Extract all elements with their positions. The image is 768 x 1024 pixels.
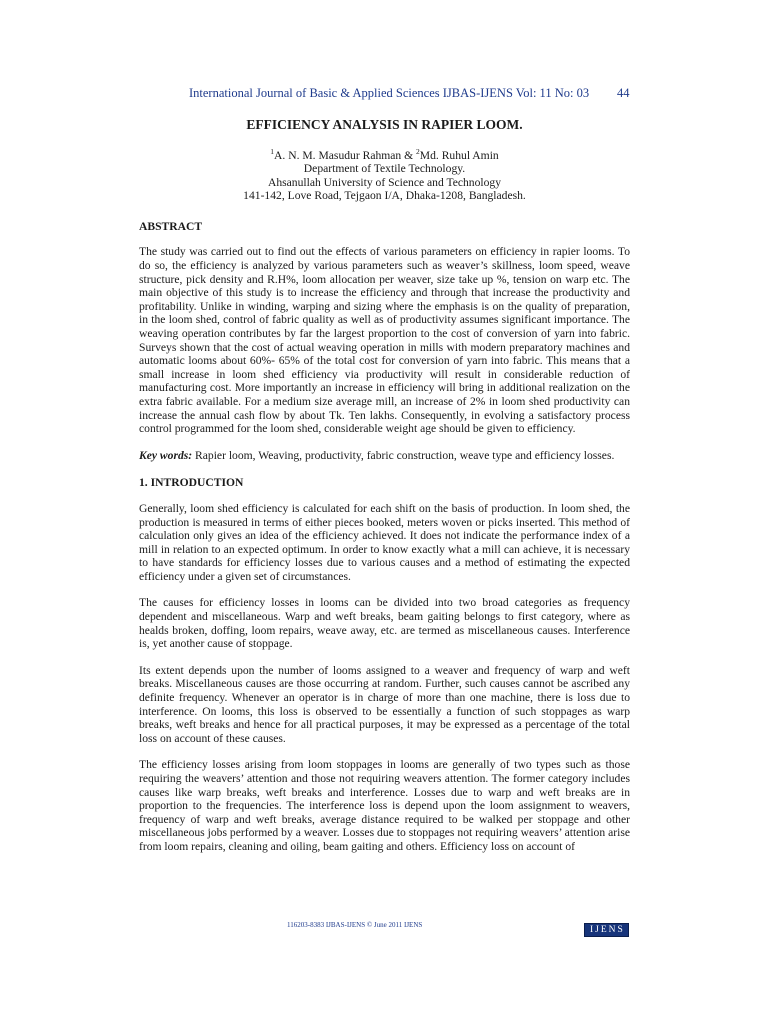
affiliation-address: 141-142, Love Road, Tejgaon I/A, Dhaka-1208, Bangladesh. xyxy=(243,189,526,203)
intro-paragraph-4: The efficiency losses arising from loom stoppages in looms are generally of two types such as those requiring the weavers’ attention and those not requiring weavers attention. The former category includes causes like warp breaks, weft breaks and interference. Losses due to warp and weft breaks are in proportion to the frequencies. The interference loss is depend upon the loom assignment to weavers, frequency of warp and weft breaks, average distance required to be walked per stoppage and other miscellaneous jobs performed by a weaver. Losses due to stoppages not requiring weavers’ attention arise from loom repairs, cleaning and oiling, beam gaiting and others. Efficiency loss on account of xyxy=(139,758,630,853)
introduction-heading: 1. INTRODUCTION xyxy=(139,476,244,490)
article-body xyxy=(139,118,630,867)
author-line xyxy=(139,145,630,162)
affiliation-department: Department of Textile Technology. xyxy=(303,162,466,176)
author-name-2: Md. Ruhul Amin xyxy=(419,148,499,162)
author-superscript-1: 1 xyxy=(270,146,275,156)
ijens-logo: IJENS xyxy=(584,923,629,937)
page-number: 44 xyxy=(617,86,630,100)
footer-copyright: 116203-8383 IJBAS-IJENS © June 2011 IJENS xyxy=(287,921,423,929)
paper-title: EFFICIENCY ANALYSIS IN RAPIER LOOM. xyxy=(246,117,523,132)
intro-paragraph-1: Generally, loom shed efficiency is calculated for each shift on the basis of production. In loom shed, the production is measured in terms of either pieces booked, meters woven or picks inserted. This method of calculation only gives an idea of the efficiency achieved. It does not indicate the performance index of a mill in relation to an expected optimum. In order to know exactly what a mill can achieve, it is necessary to have standards for efficiency losses due to various causes and a method of estimating the expected efficiency under a given set of circumstances. xyxy=(139,501,630,583)
intro-paragraph-2: The causes for efficiency losses in looms can be divided into two broad categories as frequency dependent and miscellaneous. Warp and weft breaks, beam gaiting belongs to first category, where as healds broken, doffing, loom repairs, weave away, etc. are termed as miscellaneous causes. Interference is, yet another cause of stoppage. xyxy=(139,596,630,651)
affiliation-university: Ahsanullah University of Science and Technology xyxy=(267,175,502,189)
keywords xyxy=(139,449,630,463)
abstract-text: The study was carried out to find out the effects of various parameters on efficiency in rapier looms. To do so, the efficiency is analyzed by various parameters such as weaver’s skillness, loom speed, weave structure, pick density and R.H%, loom allocation per weaver, size take up %, tension on warp etc. The main objective of this study is to increase the efficiency and through that increase the productivity and profitability. Unlike in winding, warping and sizing where the emphasis is on the quality of preparation, in the loom shed, control of fabric quality as well as of productivity assumes significant importance. The weaving operation contributes by far the largest proportion to the cost of conversion of yarn into fabric. Surveys shown that the cost of actual weaving operation in mills with modern preparatory machines and automatic looms about 60%- 65% of the total cost for conversion of yarn into fabric. This means that a small increase in loom shed efficiency via productivity will result in considerable reduction of manufacturing cost. More importantly an increase in efficiency will bring in additional realization on the extra fabric available. For a medium size average mill, an increase of 2% in loom shed productivity can increase the annual cash flow by about Tk. Ten lakhs. Consequently, in evolving a satisfactory process control programmed for the loom shed, considerable weight age should be given to efficiency. xyxy=(139,245,630,436)
keywords-label: Key words: xyxy=(139,448,193,462)
author-name-1: A. N. M. Masudur Rahman & xyxy=(274,148,417,162)
abstract-heading: ABSTRACT xyxy=(139,219,203,233)
intro-paragraph-3: Its extent depends upon the number of looms assigned to a weaver and frequency of warp and weft breaks. Miscellaneous causes are those occurring at random. Further, such causes cannot be ascribed any definite frequency. Whenever an operator is in charge of more than one machine, there is loss due to interference. On looms, this loss is observed to be essentially a function of such stoppages as warp breaks, weft breaks and hence for all practical purposes, it may be expressed as a percentage of the total loss on account of these causes. xyxy=(139,663,630,745)
keywords-text: Rapier loom, Weaving, productivity, fabric construction, weave type and efficiency losses. xyxy=(192,448,615,462)
author-superscript-2: 2 xyxy=(416,146,420,156)
journal-header: International Journal of Basic & Applied Sciences IJBAS-IJENS Vol: 11 No: 03 xyxy=(189,86,590,100)
